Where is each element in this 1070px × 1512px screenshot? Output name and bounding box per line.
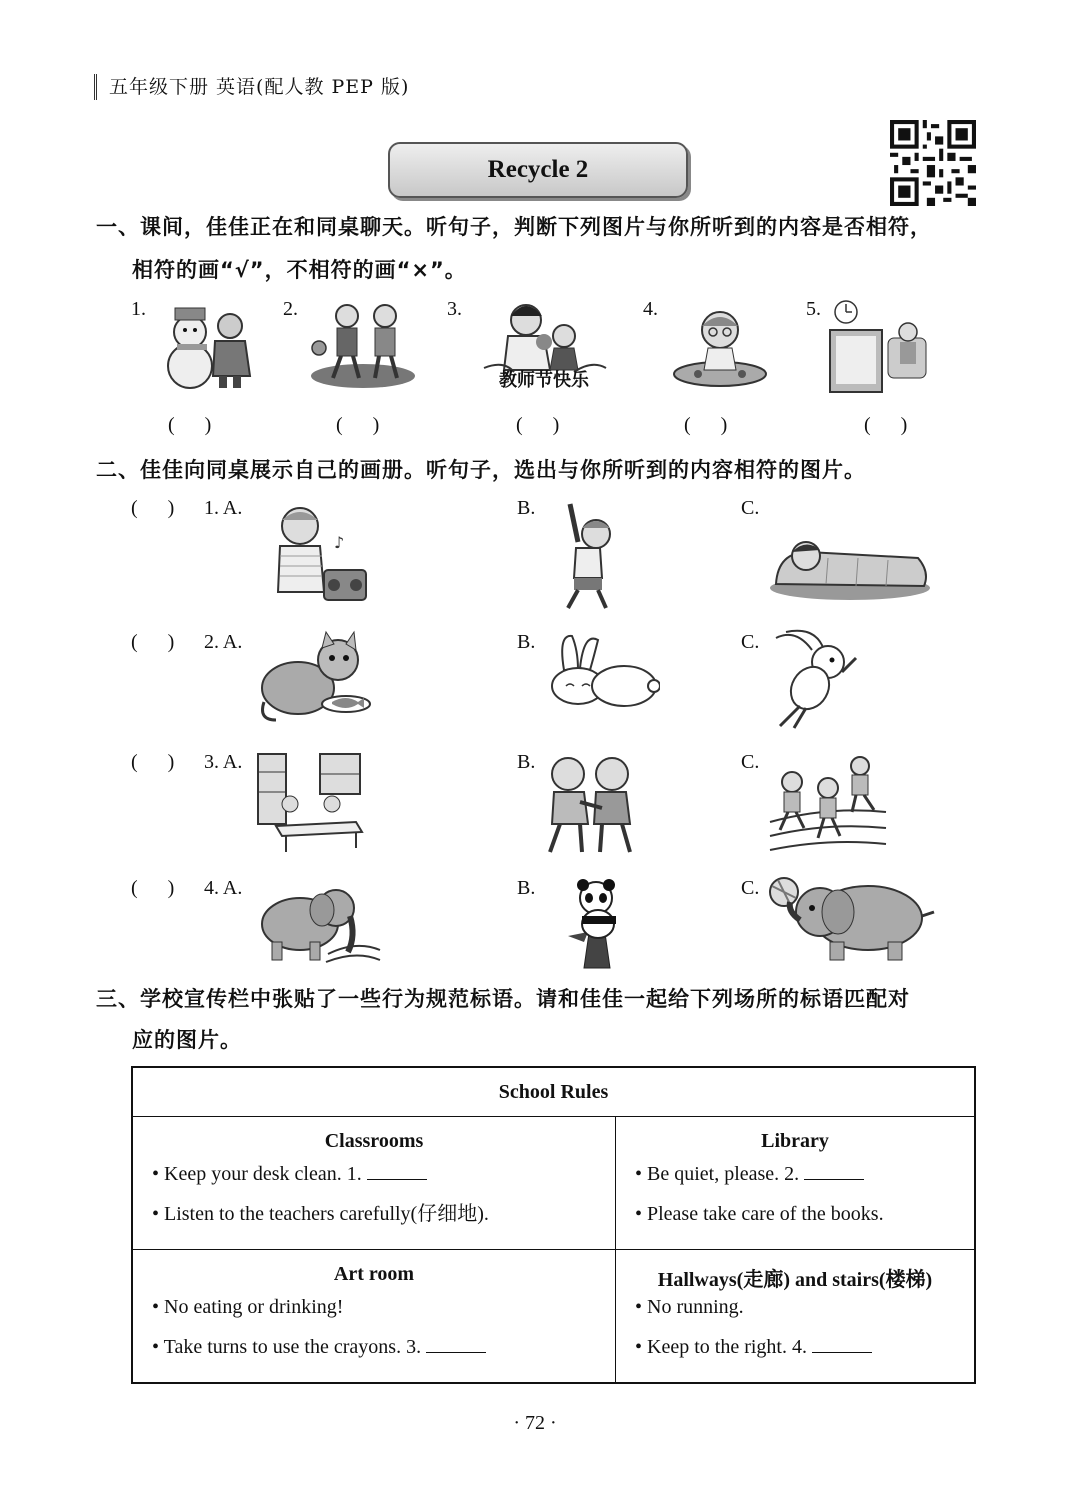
answer-blank-3[interactable]: [426, 1330, 486, 1353]
panda-tree-icon: [558, 876, 626, 970]
qr-code-icon: [890, 120, 976, 206]
rule-item: [617, 1194, 973, 1234]
rule-text: • Take turns to use the crayons. 3.: [152, 1336, 422, 1358]
rule-item: [134, 1287, 614, 1327]
rule-item: [617, 1154, 973, 1194]
exercise-boy-icon: [548, 498, 622, 612]
swimming-boy-icon: [668, 300, 776, 390]
book-header: 五年级下册 英语(配人教 PEP 版): [94, 74, 409, 100]
snowman-girl-icon: [155, 296, 255, 392]
svg-text:♪: ♪: [334, 533, 345, 552]
s2-answer-bracket[interactable]: ( ): [131, 631, 175, 653]
answer-blank-4[interactable]: [812, 1330, 872, 1353]
s2-option-b: B.: [517, 751, 536, 773]
section2-instruction: 二、佳佳向同桌展示自己的画册。听句子，选出与你所听到的内容相符的图片。: [96, 458, 866, 482]
s2-option-b: B.: [517, 877, 536, 899]
rules-cell-hallways: [616, 1250, 976, 1384]
s1-answer-bracket[interactable]: ( ): [864, 414, 908, 436]
s1-answer-bracket[interactable]: ( ): [336, 414, 380, 436]
s2-option-b: B.: [517, 631, 536, 653]
s2-row-label: 2. A.: [204, 631, 243, 653]
s1-item-number: 4.: [643, 298, 658, 320]
tv-girl-icon: [828, 298, 932, 398]
section3-instruction-line2: 应的图片。: [132, 1028, 242, 1052]
rule-item: [617, 1327, 973, 1367]
s1-answer-bracket[interactable]: ( ): [168, 414, 212, 436]
rule-text: • Keep your desk clean. 1.: [152, 1163, 362, 1185]
basketball-boys-icon: [305, 298, 417, 390]
elephant-ball-icon: [768, 872, 936, 964]
s1-item-number: 2.: [283, 298, 298, 320]
s2-row-label: 3. A.: [204, 751, 243, 773]
s1-item-number: 3.: [447, 298, 462, 320]
answer-blank-1[interactable]: [367, 1157, 427, 1180]
s2-answer-bracket[interactable]: ( ): [131, 877, 175, 899]
s2-option-b: B.: [517, 497, 536, 519]
library-kids-icon: [256, 752, 364, 854]
music-boy-icon: [268, 500, 370, 610]
school-rules-table: [131, 1066, 976, 1384]
artroom-heading: Art room: [333, 1263, 415, 1285]
s1-answer-bracket[interactable]: ( ): [684, 414, 728, 436]
s2-answer-bracket[interactable]: ( ): [131, 751, 175, 773]
library-heading: Library: [761, 1130, 829, 1152]
running-kids-icon: [768, 752, 888, 860]
answer-blank-2[interactable]: [804, 1157, 864, 1180]
teachers-day-icon: [474, 296, 614, 394]
rules-table-title: School Rules: [132, 1067, 975, 1117]
s2-option-c: C.: [741, 877, 760, 899]
rule-item: [617, 1287, 973, 1327]
section1-instruction-line2: 相符的画“√”，不相符的画“×”。: [132, 258, 467, 282]
sleeping-boy-icon: [768, 528, 932, 604]
s2-row-label: 4. A.: [204, 877, 243, 899]
elephant-drinking-icon: [256, 880, 382, 966]
recycle-title-plate: [388, 142, 688, 198]
section1-instruction-line1: 一、课间，佳佳正在和同桌聊天。听句子，判断下列图片与你所听到的内容是否相符，: [96, 215, 932, 239]
page-number: · 72 ·: [513, 1412, 557, 1434]
rule-text: • Be quiet, please. 2.: [635, 1163, 800, 1185]
rule-item: [134, 1154, 614, 1194]
rule-text: • Listen to the teachers carefully(仔细地).: [152, 1203, 489, 1225]
rule-item: [134, 1327, 614, 1367]
rule-item: [134, 1194, 614, 1234]
rules-cell-library: [616, 1117, 976, 1250]
teachers-day-caption: 教师节快乐: [499, 370, 589, 391]
s1-item-number: 1.: [131, 298, 146, 320]
hallways-heading: Hallways(走廊) and stairs(楼梯): [657, 1269, 933, 1291]
s2-option-c: C.: [741, 751, 760, 773]
cat-eating-fish-icon: [258, 630, 374, 724]
rule-text: • Keep to the right. 4.: [635, 1336, 807, 1358]
rules-cell-artroom: [132, 1250, 616, 1384]
s1-item-number: 5.: [806, 298, 821, 320]
fighting-boys-icon: [540, 752, 640, 856]
sleeping-rabbit-icon: [544, 630, 660, 710]
page-title: Recycle 2: [487, 156, 589, 183]
classrooms-heading: Classrooms: [324, 1130, 424, 1152]
rules-cell-classrooms: [132, 1117, 616, 1250]
rule-text: • Please take care of the books.: [635, 1203, 884, 1225]
section3-instruction-line1: 三、学校宣传栏中张贴了一些行为规范标语。请和佳佳一起给下列场所的标语匹配对: [96, 987, 910, 1011]
s2-option-c: C.: [741, 497, 760, 519]
s1-answer-bracket[interactable]: ( ): [516, 414, 560, 436]
s2-row-label: 1. A.: [204, 497, 243, 519]
s2-option-c: C.: [741, 631, 760, 653]
jumping-rabbit-icon: [766, 628, 860, 732]
rule-text: • No eating or drinking!: [152, 1296, 344, 1318]
s2-answer-bracket[interactable]: ( ): [131, 497, 175, 519]
rule-text: • No running.: [635, 1296, 744, 1318]
